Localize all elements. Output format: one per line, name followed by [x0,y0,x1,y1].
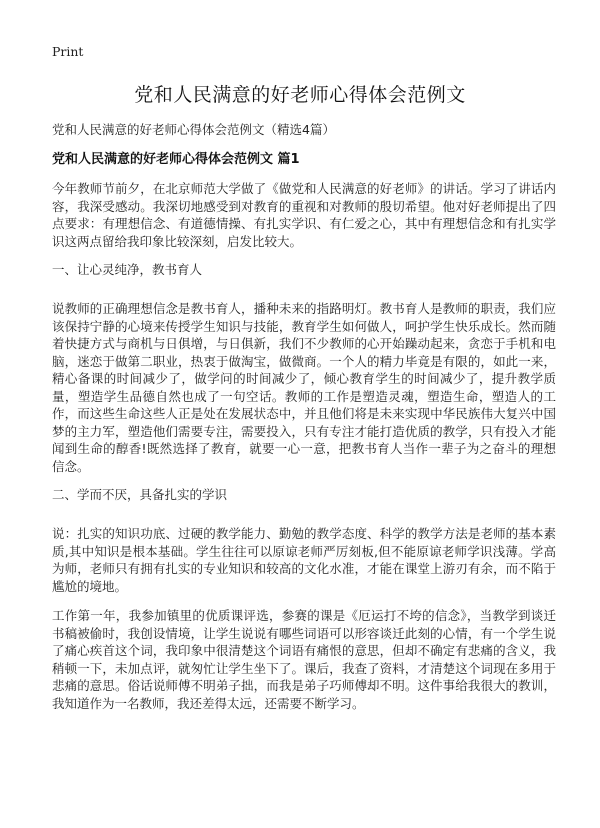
paragraph-intro: 今年教师节前夕，在北京师范大学做了《做党和人民满意的好老师》的讲话。学习了讲话内容，我深受感动。我深切地感受到对教育的重视和对教师的殷切希望。他对好老师提出了四点要求：有理想信念、有道德情操、有扎实学识、有仁爱之心，其中有理想信念和有扎实学识这两点留给我印象比较深刻，启发比较大。 [52,181,556,249]
paragraph-body-1: 说教师的正确理想信念是教书育人，播种未来的指路明灯。教书育人是教师的职责，我们应该保持宁静的心境来传授学生知识与技能，教育学生如何做人，呵护学生快乐成长。然而随着快捷方式与商机与日俱增，与日俱新，我们不少教师的心开始躁动起来，贪恋于手机和电脑，迷恋于做第二职业，热衷于做淘宝，做微商。一个人的精力毕竟是有限的，如此一来，精心备课的时间减少了，做学问的时间减少了，倾心教育学生的时间减少了，提升教学质量，塑造学生品德自然也成了一句空话。教师的工作是塑造灵魂，塑造生命，塑造人的工作，而这些生命这些人正是处在发展状态中，并且他们将是未来实现中华民族伟大复兴中国梦的主力军，塑造他们需要专注，需要投入，只有专注才能打造优质的教学，只有投入才能闻到生命的醇香!既然选择了教育，就要一心一意，把教书育人当作一辈子为之奋斗的理想信念。 [52,301,556,474]
article-body [52,122,556,724]
heading-1: 一、让心灵纯净，教书育人 [52,262,203,277]
paragraph-body-2: 说：扎实的知识功底、过硬的教学能力、勤勉的教学态度、科学的教学方法是老师的基本素质,其中知识是根本基础。学生往往可以原谅老师严厉刻板,但不能原谅老师学识浅薄。学高为师，老师只有拥有扎实的专业知识和较高的文化水准，才能在课堂上游刃有余，而不陷于尴尬的境地。 [52,526,556,594]
print-link[interactable]: Print [52,44,84,59]
heading-2: 二、学而不厌，具备扎实的学识 [52,487,228,502]
page-title: 党和人民满意的好老师心得体会范例文 [134,84,466,106]
article-subtitle: 党和人民满意的好老师心得体会范例文（精选4篇） [52,122,335,137]
paragraph-body-3: 工作第一年，我参加镇里的优质课评选，参赛的课是《厄运打不垮的信念》，当教学到谈迁书稿被偷时，我创设情境，让学生说说有哪些词语可以形容谈迁此刻的心情，有一个学生说了痛心疾首这个词，我印象中很清楚这个词语有痛恨的意思，但却不确定有悲痛的含义，我稍顿一下，未加点评，就匆忙让学生坐下了。课后，我查了资料，才清楚这个词现在多用于悲痛的意思。俗话说师傅不明弟子拙，而我是弟子巧师傅却不明。这件事给我很大的教训，我知道作为一名教师，我还差得太远，还需要不断学习。 [52,608,556,711]
section-title: 党和人民满意的好老师心得体会范例文 篇1 [52,152,300,167]
